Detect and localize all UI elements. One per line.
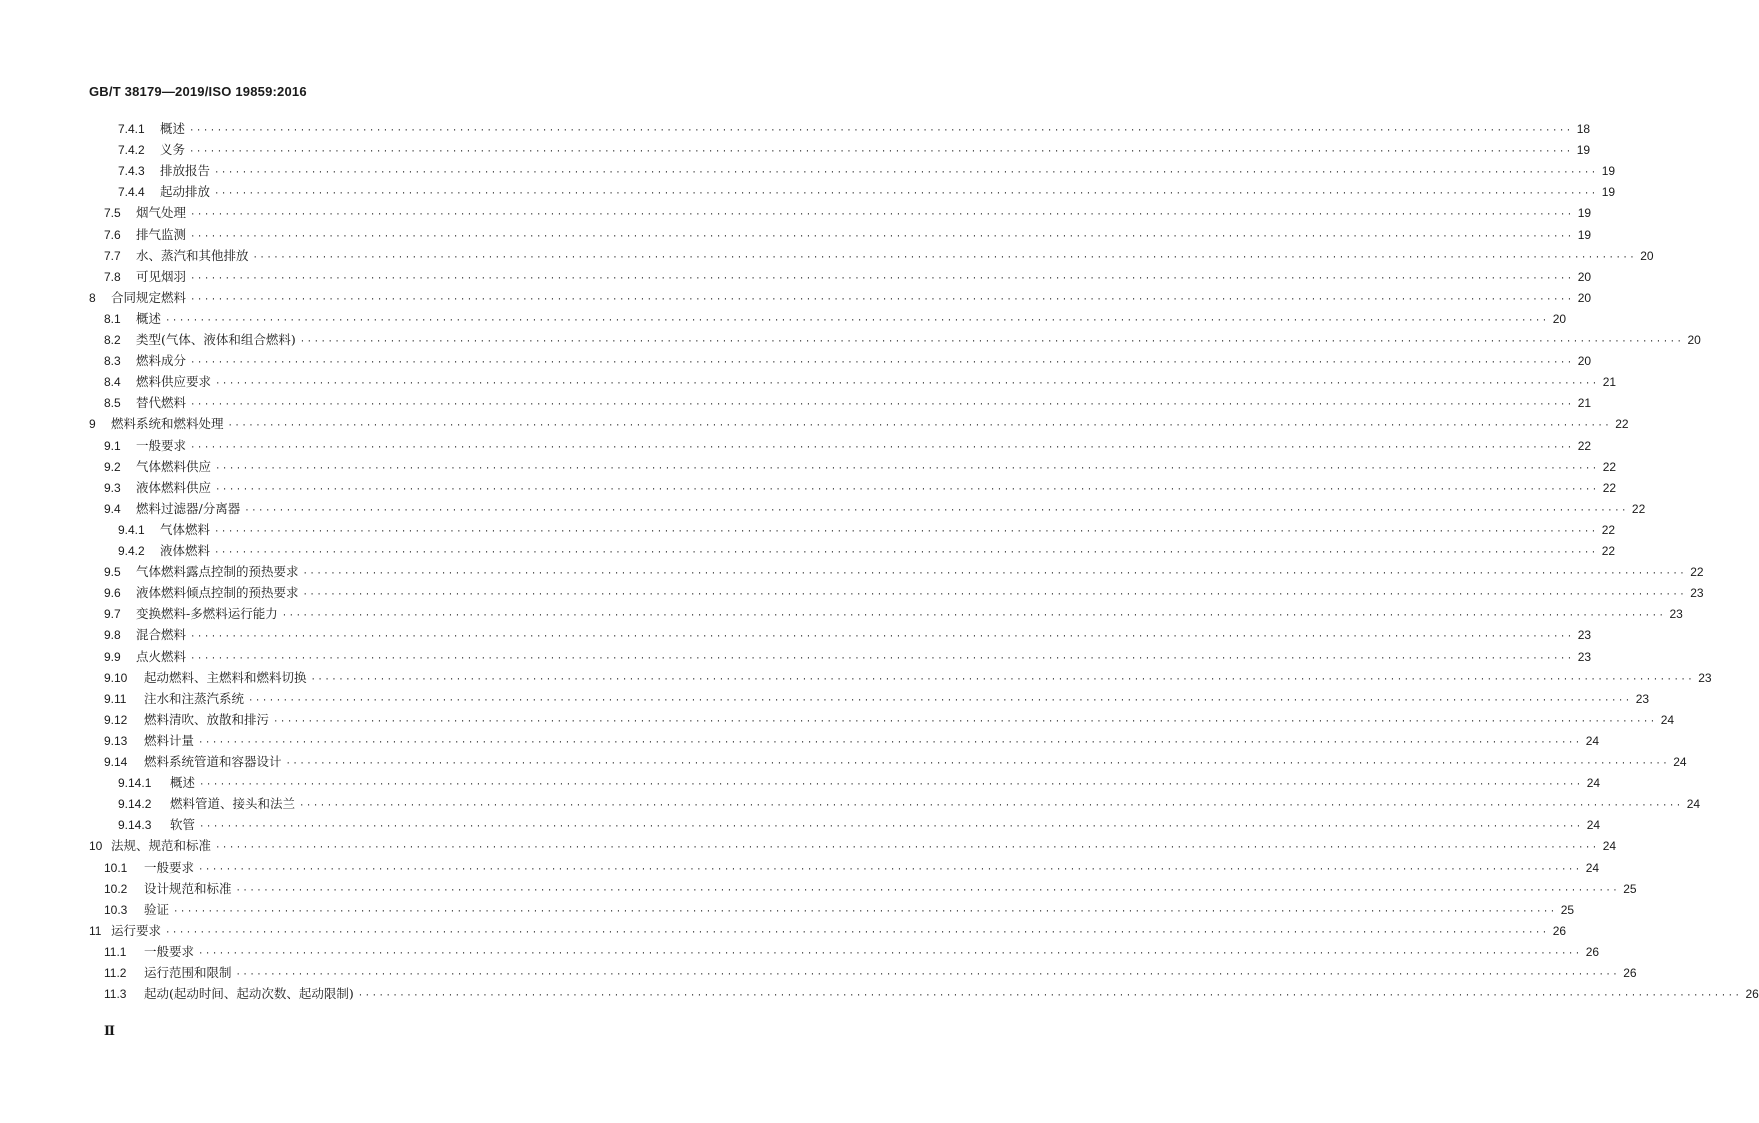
toc-entry[interactable] [118, 793, 1701, 814]
toc-entry-title: 烟气处理 [136, 205, 187, 221]
toc-entry-title: 燃料计量 [144, 732, 195, 748]
toc-entry-number: 9.4 [104, 501, 121, 516]
toc-entry-page-number: 23 [1690, 586, 1704, 601]
toc-entry-page-number: 26 [1552, 923, 1567, 938]
toc-entry[interactable] [118, 118, 1591, 139]
toc-entry-title: 义务 [160, 142, 186, 158]
page-number-footer: Ⅱ [104, 1023, 115, 1038]
toc-entry-title: 燃料成分 [136, 353, 187, 369]
toc-entry-page-number: 23 [1635, 691, 1650, 706]
toc-entry-title: 燃料过滤器/分离器 [136, 500, 241, 516]
toc-entry-page-number: 25 [1560, 902, 1575, 917]
toc-entry-number: 9.2 [104, 459, 121, 474]
toc-dot-leader: ········································································································································································································ [198, 948, 1582, 959]
toc-entry-page-number: 23 [1669, 607, 1683, 622]
toc-entry-number: 9.6 [104, 586, 121, 601]
toc-entry-title: 燃料系统和燃料处理 [111, 416, 224, 432]
toc-entry-title: 运行范围和限制 [144, 965, 232, 980]
toc-entry-number: 8.2 [104, 333, 121, 347]
toc-entry-page-number: 19 [1601, 185, 1616, 200]
toc-entry[interactable] [104, 603, 1683, 624]
toc-entry-page-number: 24 [1585, 860, 1600, 875]
toc-entry-title: 替代燃料 [136, 395, 187, 411]
toc-dot-leader: ········································································································································································································ [214, 548, 1598, 558]
toc-entry[interactable] [118, 540, 1616, 561]
toc-entry[interactable] [118, 519, 1616, 540]
toc-entry[interactable] [104, 709, 1675, 730]
toc-entry-title: 液体燃料供应 [136, 479, 212, 495]
toc-entry-number: 9.14 [104, 755, 128, 769]
toc-entry-page-number: 19 [1577, 206, 1592, 221]
toc-dot-leader: ········································································································································································································ [244, 505, 1628, 516]
toc-entry-title: 注水和注蒸汽系统 [144, 690, 245, 706]
toc-entry-number: 9.9 [104, 649, 121, 664]
toc-entry-page-number: 22 [1577, 438, 1592, 453]
toc-entry-title: 一般要求 [144, 943, 195, 959]
toc-entry-page-number: 24 [1586, 818, 1601, 833]
toc-entry-title: 气体燃料 [160, 521, 211, 537]
toc-entry-number: 9.11 [104, 691, 127, 706]
toc-entry-number: 7.4.3 [118, 164, 145, 179]
toc-dot-leader: ········································································································································································································ [302, 569, 1687, 580]
toc-dot-leader: ········································································································································································································ [215, 379, 1599, 390]
toc-entry[interactable] [118, 181, 1616, 202]
toc-entry-number: 10.2 [104, 881, 128, 896]
toc-entry[interactable] [89, 920, 1567, 941]
toc-entry-title: 液体燃料倾点控制的预热要求 [136, 585, 299, 601]
toc-entry[interactable] [104, 392, 1592, 413]
toc-dot-leader: ········································································································································································································ [235, 885, 1620, 896]
toc-entry-page-number: 20 [1687, 333, 1701, 347]
toc-entry-title: 概述 [160, 121, 186, 136]
document-id-header: GB/T 38179—2019/ISO 19859:2016 [89, 84, 307, 99]
toc-entry-title: 气体燃料供应 [136, 458, 212, 474]
toc-entry-page-number: 20 [1577, 269, 1592, 284]
toc-entry[interactable] [104, 878, 1637, 899]
toc-entry[interactable] [104, 730, 1600, 751]
toc-dot-leader: ········································································································································································································ [302, 590, 1687, 601]
toc-entry-number: 8 [89, 290, 96, 305]
toc-dot-leader: ········································································································································································································ [198, 737, 1582, 748]
toc-entry-page-number: 24 [1585, 733, 1600, 748]
toc-entry-title: 燃料管道、接头和法兰 [170, 796, 296, 812]
toc-dot-leader: ········································································································································································································ [215, 843, 1599, 854]
toc-entry-title: 混合燃料 [136, 627, 187, 643]
toc-dot-leader: ········································································································································································································ [190, 442, 1574, 453]
toc-entry-page-number: 20 [1577, 290, 1592, 305]
toc-dot-leader: ········································································································································································································ [198, 864, 1582, 875]
toc-entry-page-number: 26 [1585, 944, 1600, 959]
toc-dot-leader: ········································································································································································································ [227, 421, 1612, 432]
toc-entry-page-number: 24 [1673, 755, 1687, 769]
toc-entry-title: 验证 [144, 901, 170, 917]
toc-entry-page-number: 26 [1623, 966, 1637, 980]
toc-dot-leader: ········································································································································································································ [235, 970, 1620, 980]
toc-entry-page-number: 20 [1552, 311, 1567, 326]
toc-entry-title: 起动排放 [160, 184, 211, 200]
toc-dot-leader: ········································································································································································································ [190, 210, 1574, 221]
toc-entry-number: 9.14.1 [118, 776, 152, 791]
toc-dot-leader: ········································································································································································································ [190, 273, 1574, 284]
toc-dot-leader: ········································································································································································································ [214, 526, 1598, 537]
toc-entry-number: 7.8 [104, 269, 121, 284]
toc-entry-page-number: 22 [1602, 459, 1617, 474]
toc-entry[interactable] [104, 751, 1687, 772]
toc-entry-page-number: 19 [1601, 164, 1616, 179]
toc-entry-page-number: 18 [1576, 122, 1591, 136]
toc-entry-number: 9.10 [104, 670, 128, 685]
toc-dot-leader: ········································································································································································································ [214, 168, 1598, 179]
toc-entry-title: 起动(起动时间、起动次数、起动限制) [144, 986, 354, 1002]
toc-entry-page-number: 20 [1577, 354, 1592, 369]
toc-entry[interactable] [104, 688, 1650, 709]
toc-entry-number: 9.13 [104, 733, 128, 748]
toc-entry-title: 合同规定燃料 [111, 289, 187, 305]
toc-dot-leader: ········································································································································································································ [190, 632, 1574, 643]
toc-entry-number: 8.1 [104, 311, 121, 326]
toc-entry-number: 10.3 [104, 902, 128, 917]
toc-entry-number: 7.4.2 [118, 143, 145, 158]
toc-entry-page-number: 24 [1660, 712, 1675, 727]
toc-entry[interactable] [104, 308, 1567, 329]
toc-entry-title: 软管 [170, 817, 196, 833]
toc-entry-number: 7.7 [104, 248, 121, 263]
toc-entry-number: 10 [89, 839, 103, 854]
toc-dot-leader: ········································································································································································································ [281, 611, 1666, 622]
toc-entry-number: 9.14.3 [118, 818, 152, 833]
toc-entry-title: 一般要求 [136, 437, 187, 453]
toc-dot-leader: ········································································································································································································ [199, 780, 1583, 791]
toc-entry-number: 9 [89, 417, 96, 432]
toc-entry-page-number: 24 [1586, 776, 1601, 791]
toc-entry-title: 水、蒸汽和其他排放 [136, 247, 249, 263]
toc-entry-title: 燃料系统管道和容器设计 [144, 754, 282, 769]
toc-entry[interactable] [89, 413, 1629, 434]
toc-entry-number: 11.2 [104, 966, 127, 980]
toc-entry-number: 7.6 [104, 227, 121, 242]
toc-entry[interactable] [104, 371, 1617, 392]
toc-entry-number: 11.1 [104, 944, 127, 959]
toc-entry-page-number: 19 [1577, 227, 1592, 242]
toc-entry-page-number: 22 [1615, 417, 1629, 432]
toc-entry-number: 9.4.1 [118, 522, 145, 537]
toc-entry-title: 气体燃料露点控制的预热要求 [136, 564, 299, 580]
toc-dot-leader: ········································································································································································································ [190, 653, 1574, 664]
toc-dot-leader: ········································································································································································································ [190, 231, 1574, 242]
toc-entry-number: 8.4 [104, 375, 121, 390]
toc-dot-leader: ········································································································································································································ [252, 252, 1637, 263]
toc-dot-leader: ········································································································································································································ [215, 484, 1599, 495]
toc-dot-leader: ········································································································································································································ [214, 189, 1598, 200]
toc-entry-title: 概述 [170, 775, 196, 791]
toc-entry-page-number: 24 [1686, 797, 1701, 812]
toc-dot-leader: ········································································································································································································ [299, 801, 1683, 812]
toc-entry-title: 概述 [136, 310, 162, 326]
toc-dot-leader: ········································································································································································································ [173, 906, 1557, 917]
toc-entry-page-number: 23 [1577, 649, 1592, 664]
toc-entry[interactable] [104, 941, 1600, 962]
toc-dot-leader: ········································································································································································································ [248, 695, 1632, 706]
toc-entry-title: 排放报告 [160, 163, 211, 179]
toc-entry-number: 9.1 [104, 438, 121, 453]
toc-entry[interactable] [104, 435, 1592, 456]
toc-dot-leader: ········································································································································································································ [189, 147, 1573, 158]
toc-entry-title: 燃料清吹、放散和排污 [144, 711, 270, 727]
toc-entry-page-number: 24 [1602, 839, 1617, 854]
toc-entry[interactable] [104, 646, 1592, 667]
toc-entry-number: 8.3 [104, 354, 121, 369]
toc-entry-page-number: 23 [1698, 670, 1712, 685]
toc-entry-title: 点火燃料 [136, 648, 187, 664]
toc-entry-number: 9.12 [104, 712, 128, 727]
toc-entry-number: 11.3 [104, 987, 127, 1002]
toc-entry-number: 7.4.1 [118, 122, 145, 136]
toc-entry-number: 7.5 [104, 206, 121, 221]
toc-dot-leader: ········································································································································································································ [190, 294, 1574, 305]
toc-entry[interactable] [104, 498, 1646, 519]
toc-dot-leader: ········································································································································································································ [215, 463, 1599, 474]
toc-entry-number: 9.3 [104, 480, 121, 495]
toc-entry-page-number: 22 [1631, 501, 1646, 516]
toc-dot-leader: ········································································································································································································ [165, 927, 1549, 938]
toc-dot-leader: ········································································································································································································ [310, 674, 1695, 685]
toc-dot-leader: ········································································································································································································ [165, 315, 1549, 326]
toc-entry-number: 9.8 [104, 628, 121, 643]
toc-entry-title: 变换燃料-多燃料运行能力 [136, 606, 278, 622]
toc-entry-page-number: 21 [1602, 375, 1617, 390]
toc-entry[interactable] [118, 160, 1616, 181]
toc-entry-number: 7.4.4 [118, 185, 145, 200]
toc-entry-page-number: 21 [1577, 396, 1592, 411]
toc-entry-page-number: 25 [1623, 881, 1637, 896]
toc-dot-leader: ········································································································································································································ [199, 822, 1583, 833]
toc-entry-page-number: 22 [1601, 544, 1616, 558]
toc-entry[interactable] [104, 899, 1575, 920]
toc-entry-page-number: 20 [1640, 248, 1654, 263]
toc-entry-page-number: 26 [1745, 987, 1759, 1002]
toc-entry-page-number: 22 [1601, 522, 1616, 537]
toc-entry-title: 运行要求 [111, 922, 162, 938]
toc-entry-title: 燃料供应要求 [136, 374, 212, 390]
toc-entry-page-number: 23 [1577, 628, 1592, 643]
toc-entry-title: 液体燃料 [160, 543, 211, 558]
toc-dot-leader: ········································································································································································································ [285, 759, 1670, 769]
toc-dot-leader: ········································································································································································································ [273, 716, 1657, 727]
toc-entry-page-number: 22 [1602, 480, 1617, 495]
toc-entry-number: 11 [89, 923, 102, 938]
toc-entry-number: 9.14.2 [118, 797, 152, 812]
toc-entry[interactable] [104, 561, 1704, 582]
toc-entry[interactable] [104, 582, 1704, 603]
toc-entry[interactable] [89, 835, 1617, 856]
toc-entry-title: 类型(气体、液体和组合燃料) [136, 332, 296, 347]
toc-entry-number: 9.4.2 [118, 544, 145, 558]
toc-dot-leader: ········································································································································································································ [299, 337, 1684, 347]
toc-entry[interactable] [104, 667, 1712, 688]
toc-entry-number: 8.5 [104, 396, 121, 411]
toc-entry-number: 9.7 [104, 607, 121, 622]
toc-entry-title: 可见烟羽 [136, 268, 187, 284]
toc-entry-title: 法规、规范和标准 [111, 838, 212, 854]
toc-entry-page-number: 19 [1576, 143, 1591, 158]
toc-dot-leader: ········································································································································································································ [190, 400, 1574, 411]
toc-entry[interactable] [104, 857, 1600, 878]
toc-entry-title: 一般要求 [144, 859, 195, 875]
toc-entry[interactable] [104, 245, 1654, 266]
toc-entry[interactable] [118, 772, 1601, 793]
toc-dot-leader: ········································································································································································································ [357, 991, 1742, 1002]
toc-entry[interactable] [104, 983, 1759, 1004]
toc-entry[interactable] [104, 477, 1617, 498]
toc-entry[interactable] [104, 624, 1592, 645]
toc-entry[interactable] [89, 287, 1592, 308]
toc-entry-title: 起动燃料、主燃料和燃料切换 [144, 669, 307, 685]
toc-entry-number: 9.5 [104, 565, 121, 580]
toc-entry[interactable] [118, 139, 1591, 160]
toc-entry[interactable] [104, 224, 1592, 245]
toc-entry-title: 排气监测 [136, 226, 187, 242]
toc-entry[interactable] [104, 962, 1637, 983]
toc-entry[interactable] [118, 814, 1601, 835]
toc-entry[interactable] [104, 202, 1592, 223]
toc-entry[interactable] [104, 456, 1617, 477]
toc-entry[interactable] [104, 266, 1592, 287]
toc-entry[interactable] [104, 350, 1592, 371]
toc-entry-number: 10.1 [104, 860, 128, 875]
toc-entry-page-number: 22 [1690, 565, 1704, 580]
toc-dot-leader: ········································································································································································································ [190, 358, 1574, 369]
toc-entry-title: 设计规范和标准 [144, 880, 232, 896]
toc-entry[interactable] [104, 329, 1701, 350]
toc-dot-leader: ········································································································································································································ [189, 126, 1573, 136]
